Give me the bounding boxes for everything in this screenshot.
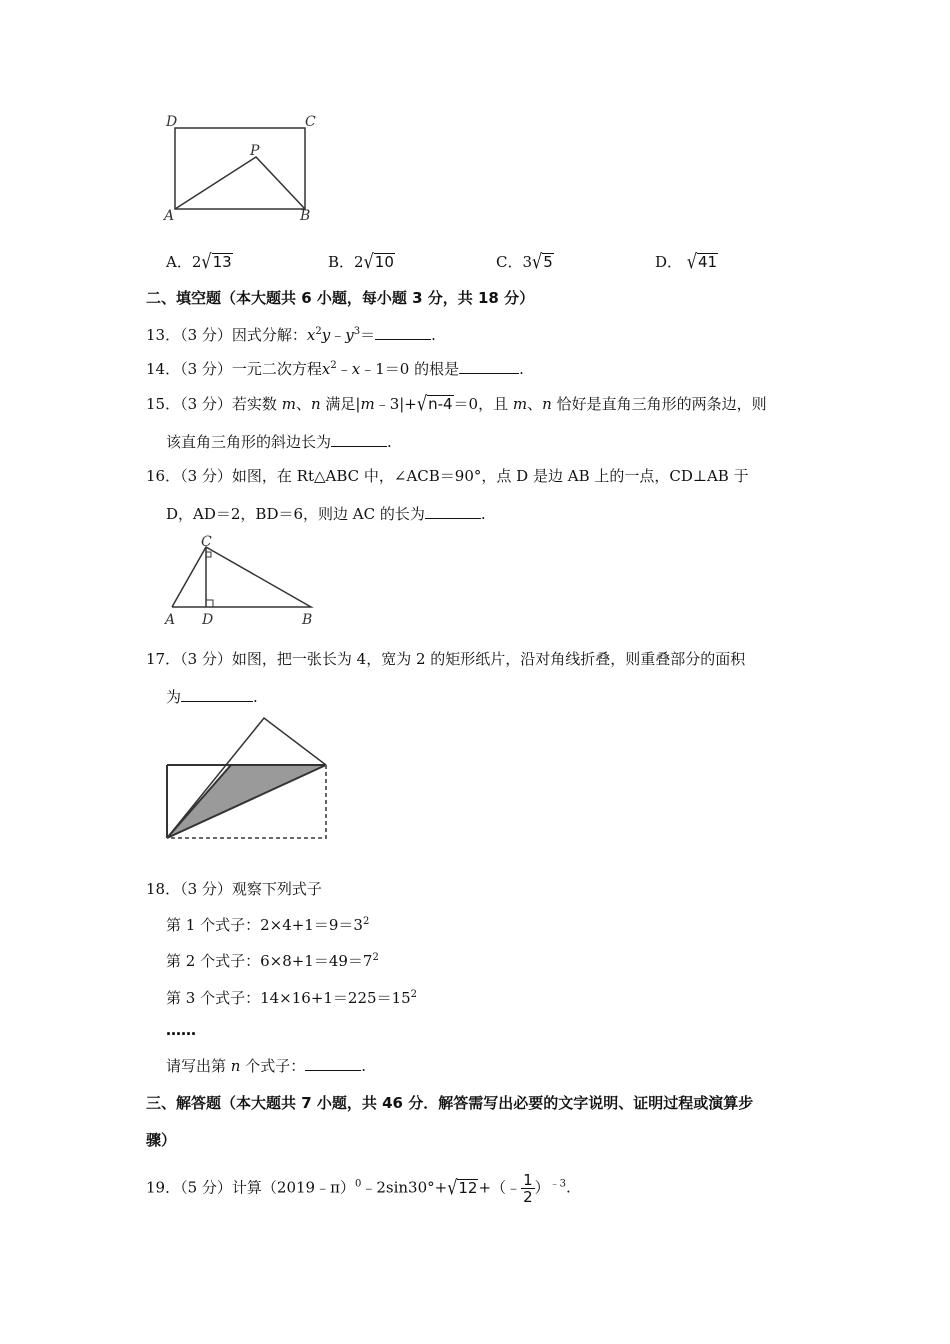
label-C: C (305, 114, 316, 130)
example-2: 第 2 个式子：$6\times 8+1=49=7^2$ (166, 952, 379, 970)
label-D: D (166, 114, 178, 130)
label-A: A (164, 208, 175, 224)
label-P: P (250, 143, 260, 159)
label-C: C (201, 534, 212, 550)
option-d: D． √41 (655, 249, 718, 274)
answer-blank (181, 687, 253, 702)
folded-rectangle-figure-q17 (160, 710, 335, 845)
label-A: A (165, 612, 176, 628)
rectangle-figure-q12 (160, 110, 330, 225)
question-15-line2: 该直角三角形的斜边长为 . (166, 433, 392, 451)
question-19: 19．（5 分）计算（2019﹣π）$^0$﹣2sin30°+√12+（﹣ $\frac{1}{2}$ ）$^{﹣3}$. (146, 1171, 571, 1206)
question-17-line1: 17．（3 分）如图，把一张长为 4，宽为 2 的矩形纸片，沿对角线折叠，则重叠部分的面积 (146, 650, 746, 668)
right-triangle-figure-q16 (160, 530, 330, 630)
answer-blank (459, 359, 519, 374)
fraction-one-half: $\frac{1}{2}$ (523, 1171, 533, 1206)
question-14: 14．（3 分）一元二次方程$x^2﹣x﹣1=0$ 的根是 . (146, 360, 524, 378)
section3-heading-line1: 三、解答题（本大题共 7 小题，共 46 分．解答需写出必要的文字说明、证明过程或演算步 (146, 1094, 754, 1112)
example-1: 第 1 个式子：$2\times 4+1=9=3^2$ (166, 916, 370, 934)
label-B: B (302, 612, 313, 628)
option-b: B．2√10 (328, 249, 394, 274)
label-B: B (300, 208, 311, 224)
example-3: 第 3 个式子：$14\times 16+1=225=15^2$ (166, 989, 418, 1007)
answer-blank (331, 432, 387, 447)
question-16-line1: 16．（3 分）如图，在 Rt△ABC 中，∠ACB＝90°，点 D 是边 AB 上的一点，CD⊥AB 于 (146, 467, 749, 485)
question-13: 13．（3 分）因式分解：$x^2y﹣y^3=$ . (146, 326, 436, 344)
option-c: C．3√5 (496, 249, 553, 274)
answer-blank (375, 325, 431, 340)
question-18-ask: 请写出第 n 个式子： . (166, 1057, 367, 1075)
section2-heading: 二、填空题（本大题共 6 小题，每小题 3 分，共 18 分） (146, 289, 535, 307)
answer-blank (425, 504, 481, 519)
question-15-line1: 15．（3 分）若实数 m、n 满足|m﹣3|+√n-4＝0，且 m、n 恰好是直角三角形的两条边，则 (146, 391, 767, 416)
section3-heading-line2: 骤） (146, 1131, 177, 1149)
question-18: 18．（3 分）观察下列式子 (146, 880, 322, 898)
ellipsis: …… (166, 1021, 196, 1039)
option-a: A．2√13 (166, 249, 232, 274)
question-16-line2: D，AD＝2，BD＝6，则边 AC 的长为 . (166, 505, 486, 523)
answer-blank (305, 1056, 361, 1071)
question-17-line2: 为 . (166, 688, 258, 706)
label-D: D (202, 612, 214, 628)
